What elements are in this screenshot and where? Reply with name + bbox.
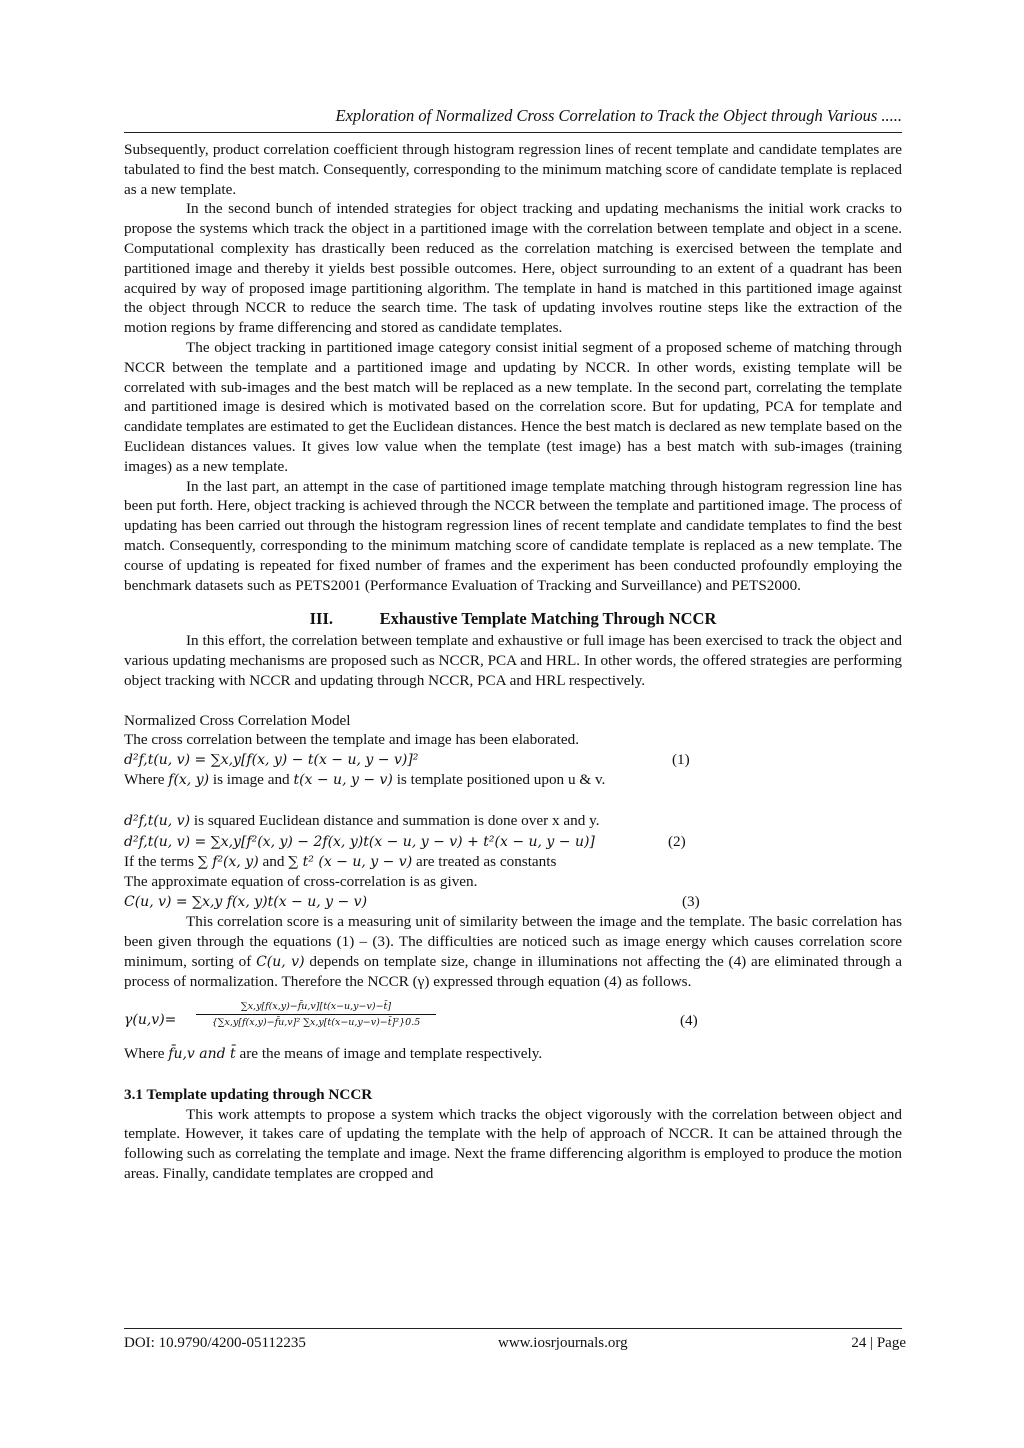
where-1-template-term: t(x − u, y − v)	[293, 772, 393, 789]
section-number: III.	[309, 609, 333, 629]
equation-1	[124, 750, 902, 770]
paragraph-5: In this effort, the correlation between template and exhaustive or full image has been exercised to track the object and various updating mechanisms are proposed such as NCCR, PCA and HRL. In other words, the offered strategies are performing object tracking with NCCR and updating through NCCR, PCA and HRL respectively.	[124, 632, 902, 689]
terms-lead: If the terms	[124, 852, 195, 870]
paragraph-6-tail: depends on template size, change in illuminations not affecting the (4) are eliminated through a process of normalization. Therefore the NCCR (γ) expressed through equation (4) as follows.	[124, 952, 903, 991]
constant-terms-line	[124, 852, 902, 873]
terms-image-energy: ∑ f²(x, y)	[197, 853, 259, 870]
header-rule	[124, 132, 902, 133]
model-heading: Normalized Cross Correlation Model	[124, 711, 351, 729]
blank-line	[124, 1065, 902, 1085]
where-1-image-term: f(x, y)	[168, 772, 210, 789]
where-4-tail: are the means of image and template respectively.	[239, 1045, 543, 1063]
equation-2-expression: d²f,t(u, v) = ∑x,y[f²(x, y) − 2f(x, y)t(x − u, y − v) + t²(x − u, y − u)]	[124, 833, 595, 850]
squared-distance-term: d²f,t(u, v)	[124, 812, 191, 829]
where-1-mid: is image and	[212, 771, 290, 789]
body-text	[124, 140, 902, 1184]
where-1-tail: is template positioned upon u & v.	[396, 771, 606, 789]
where-4-lead: Where	[124, 1045, 165, 1063]
section-title: Exhaustive Template Matching Through NCCR	[379, 609, 717, 629]
where-line-4	[124, 1044, 902, 1065]
footer-page-number: 24 | Page	[851, 1335, 906, 1351]
equation-1-expression: d²f,t(u, v) = ∑x,y[f(x, y) − t(x − u, y − v)]²	[124, 752, 419, 769]
equation-4-lhs: γ(u,v)=	[124, 1012, 177, 1029]
paragraph-6-lead: This correlation score is a measuring unit of similarity between the image and the template. The basic correlation has been given through the equations (1) – (3). The difficulties are noticed such as image energy which causes correlation score minimum, sorting of	[124, 913, 902, 970]
blank-line	[124, 691, 902, 711]
terms-template-energy: ∑ t² (x − u, y − v)	[288, 853, 413, 870]
where-line-1	[124, 770, 902, 791]
equation-4-fraction	[196, 1000, 436, 1030]
paragraph-6	[124, 912, 902, 992]
paragraph-3: The object tracking in partitioned image category consist initial segment of a proposed scheme of matching through NCCR between the template and a partitioned image and updating by NCCR. In other words, existing template will be correlated with sub-images and the best match will be replaced as a new template. In the second part, correlating the template and partitioned image is desired which is motivated based on the correlation score. But for updating, PCA for template and candidate templates are estimated to get the Euclidean distances. Hence the best match is declared as new template based on the Euclidean distances values. It gives low value when the template (test image) has a best match with sub-images (training images) as a new template.	[124, 338, 902, 475]
paragraph-2: In the second bunch of intended strategies for object tracking and updating mechanisms the initial work cracks to propose the systems which track the object in a partitioned image with the correlation between template and object in a scene. Computational complexity has drastically been reduced as the correlation matching is exercised between the template and partitioned image and thereby it yields best possible outcomes. Here, object surrounding to an extent of a quadrant has been acquired by way of proposed image partitioning algorithm. The template in hand is matched in this partitioned image against the object through NCCR to reduce the search time. The task of updating involves routine steps like the extraction of the motion regions by frame differencing and stored as candidate templates.	[124, 200, 902, 337]
equation-2	[124, 832, 902, 852]
equation-4-number: (4)	[680, 1012, 698, 1030]
squared-distance-line	[124, 811, 902, 832]
squared-distance-text: is squared Euclidean distance and summation is done over x and y.	[193, 811, 600, 829]
where-4-means: f̄u,v and t̄	[168, 1046, 236, 1063]
approx-intro: The approximate equation of cross-correlation is as given.	[124, 873, 478, 891]
equation-4-numerator: ∑x,y[f(x,y)−f̄u,v][t(x−u,y−v)−t̄]	[196, 1000, 436, 1015]
paragraph-1: Subsequently, product correlation coefficient through histogram regression lines of recent template and candidate templates are tabulated to find the best match. Consequently, corresponding to the minimum matching score of candidate template is replaced as a new template.	[124, 141, 902, 198]
blank-line	[124, 791, 902, 811]
subsection-heading: 3.1 Template updating through NCCR	[124, 1085, 373, 1103]
paragraph-4: In the last part, an attempt in the case of partitioned image template matching through histogram regression line has been put forth. Here, object tracking is achieved through the NCCR between the template and partitioned image. The process of updating has been carried out through the histogram regression lines of recent template and candidate templates to find the best match. Consequently, corresponding to the minimum matching score of candidate template is replaced as a new template. The course of updating is repeated for fixed number of frames and the experiment has been conducted profoundly employing the benchmark datasets such as PETS2001 (Performance Evaluation of Tracking and Surveillance) and PETS2000.	[124, 477, 902, 594]
equation-3-expression: C(u, v) = ∑x,y f(x, y)t(x − u, y − v)	[124, 894, 368, 911]
terms-and: and	[262, 852, 285, 870]
equation-1-number: (1)	[672, 751, 690, 769]
running-header: Exploration of Normalized Cross Correlation to Track the Object through Various .....	[335, 106, 902, 125]
equation-3	[124, 892, 902, 912]
paragraph-6-term: C(u, v)	[256, 953, 305, 970]
where-1-lead: Where	[124, 771, 165, 789]
equation-4-denominator: {∑x,y[f(x,y)−f̄u,v]² ∑x,y[t(x−u,y−v)−t̄]²}0.5	[211, 1017, 421, 1029]
section-heading	[124, 609, 902, 629]
footer-doi: DOI: 10.9790/4200-05112235	[124, 1335, 306, 1351]
model-intro: The cross correlation between the template and image has been elaborated.	[124, 731, 580, 749]
footer-rule	[124, 1328, 902, 1329]
equation-2-number: (2)	[668, 832, 686, 850]
equation-4	[124, 1000, 902, 1044]
terms-tail: are treated as constants	[415, 852, 557, 870]
equation-3-number: (3)	[682, 893, 700, 911]
paragraph-7: This work attempts to propose a system which tracks the object vigorously with the correlation between object and template. However, it takes care of updating the template with the help of approach of NCCR. It can be attained through the following such as correlating the template and image. Next the frame differencing algorithm is employed to produce the motion areas. Finally, candidate templates are cropped and	[124, 1105, 902, 1183]
footer-website: www.iosrjournals.org	[498, 1335, 628, 1351]
